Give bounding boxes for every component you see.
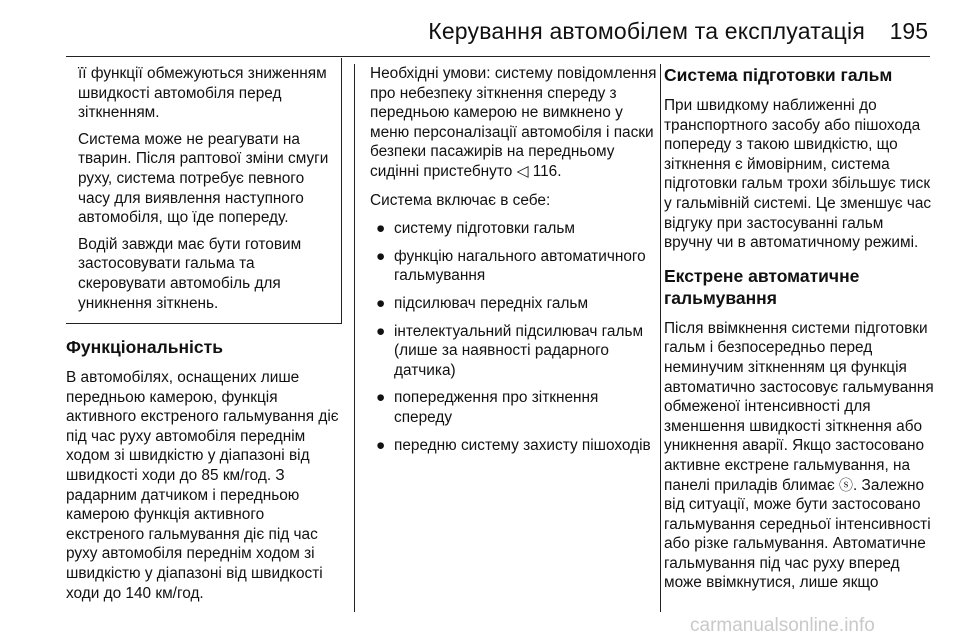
bullet-icon: ● bbox=[376, 389, 386, 407]
list-item: ● підсилювач передніх гальм bbox=[376, 294, 589, 312]
functionality-text: В автомобілях, оснащених лише передньою камерою, функція активного екстреного гальмування діє під час руху автомобіля переднім ходом зі швидкістю у діапазоні від швидкості ходи до 85 км/год. З радарним датчиком і передньою камерою функція активного екстреного гальмування діє під час руху автомобіля переднім ходом зі швидкістю у діапазоні від швидкості ходи до 140 км/год. bbox=[66, 369, 339, 602]
list-item: ● передню систему захисту пішоходів bbox=[376, 436, 651, 454]
feature-list bbox=[370, 219, 660, 455]
page-title: Керування автомобілем та експлуатація bbox=[428, 18, 865, 44]
page-reference: 116. bbox=[532, 162, 562, 180]
bullet-icon: ● bbox=[376, 220, 386, 238]
watermark: carmanualsonline.info bbox=[690, 615, 875, 636]
bullet-icon: ● bbox=[376, 322, 386, 340]
list-item: ● інтелектуальний підсилювач гальм (лише за наявності радарного датчика) bbox=[376, 322, 644, 379]
bullet-icon: ● bbox=[376, 247, 386, 265]
column-middle bbox=[370, 64, 660, 463]
bullet-icon: ● bbox=[376, 294, 386, 312]
warning-lamp-icon: ⓢ bbox=[838, 476, 853, 493]
header-rule bbox=[66, 56, 930, 57]
list-intro: Система включає в себе: bbox=[370, 191, 551, 209]
brake-prep-text: При швидкому наближенні до транспортного засобу або пішохода попереду з такою швидкістю, що зіткнення є ймовірним, система підготовки гальм трохи збільшує тиск у гальмівній системі. Це зменшує час відгуку при застосуванні гальм вручну чи в автоматичному режимі. bbox=[664, 97, 932, 252]
list-item: ● систему підготовки гальм bbox=[376, 220, 576, 238]
bullet-icon: ● bbox=[376, 436, 386, 454]
notice-paragraph: Система може не реагувати на тварин. Після раптової зміни смуги руху, система потребує певного часу для виявлення наступного автомобіля, що їде попереду. bbox=[78, 130, 329, 227]
page-header bbox=[0, 0, 960, 58]
page-number: 195 bbox=[889, 18, 928, 44]
page-reference-icon: ◁ bbox=[516, 162, 529, 180]
preconditions-body: Необхідні умови: систему повідомлення про небезпеку зіткнення спереду з передньою камерою не вимкнено у меню персоналізації автомобіля і паски безпеки пасажирів на передньому сидінні пристебнуто bbox=[370, 65, 657, 180]
column-right bbox=[664, 64, 936, 602]
section-heading-brake-prep: Система підготовки гальм bbox=[664, 65, 893, 85]
section-heading-functionality: Функціональність bbox=[66, 337, 223, 357]
column-left bbox=[66, 336, 342, 612]
notice-box-content bbox=[78, 64, 340, 320]
preconditions-text bbox=[370, 64, 660, 182]
column-divider bbox=[354, 64, 355, 612]
emergency-braking-text: Після ввімкнення системи підготовки гальм і безпосередньо перед неминучим зіткненням ця функція автоматично застосовує гальмування обмеженої інтенсивності для зменшення швидкості зіткнення або уникнення аварії. Якщо застосовано активне екстрене гальмування, на панелі приладів блимає ⓢ. Залежно від ситуації, може бути застосовано гальмування середньої інтенсивності або різке гальмування. Автоматичне гальмування під час руху вперед може ввімкнутися, лише якщо bbox=[664, 319, 934, 592]
column-divider bbox=[660, 64, 661, 612]
notice-paragraph: її функції обмежуються зниженням швидкості автомобіля перед зіткненням. bbox=[78, 65, 327, 122]
list-item: ● попередження про зіткнення спереду bbox=[376, 389, 599, 426]
section-heading-emergency-braking: Екстрене автоматичне гальмування bbox=[664, 265, 860, 308]
notice-paragraph: Водій завжди має бути готовим застосовувати гальма та скеровувати автомобіль для уникнення зіткнень. bbox=[78, 235, 302, 312]
list-item: ● функцію нагального автоматичного гальмування bbox=[376, 247, 646, 285]
